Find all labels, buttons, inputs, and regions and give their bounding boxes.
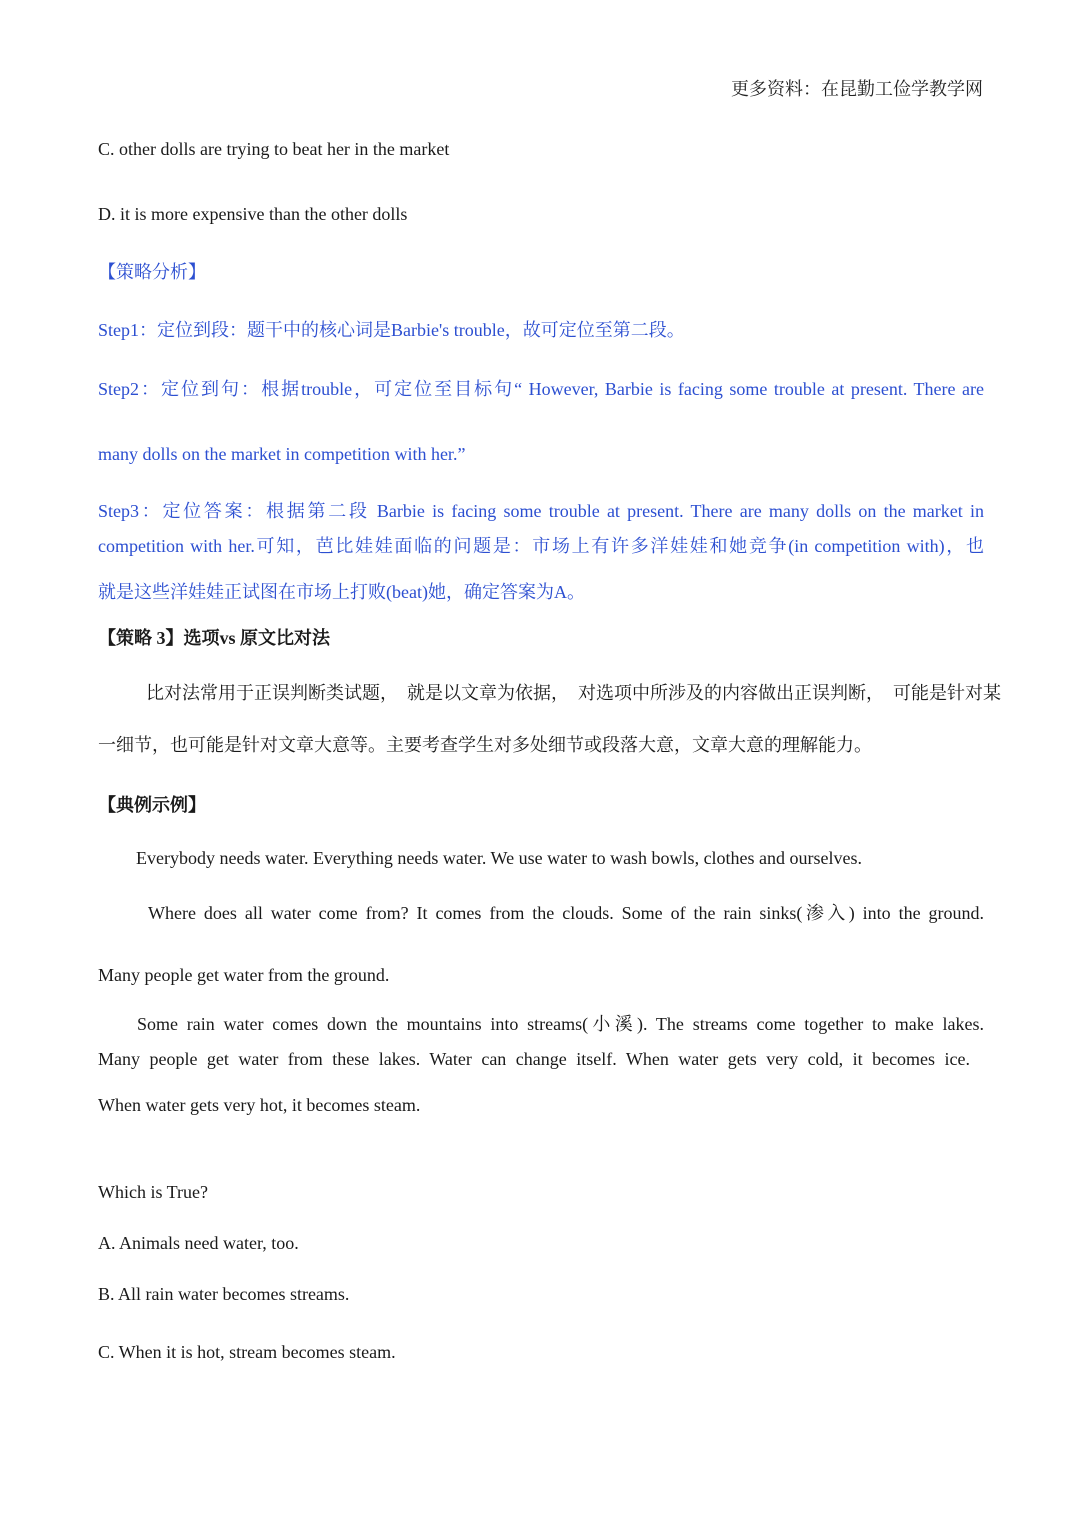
step3-line1: Step3：定位答案：根据第二段 Barbie is facing some trouble at present. There are many dolls on the market in [98, 501, 984, 521]
strategy3-desc-line1: 比对法常用于正误判断类试题， 就是以文章为依据， 对选项中所涉及的内容做出正误判断， 可能是针对某 [146, 683, 1001, 703]
prev-option-d: D. it is more expensive than the other dolls [98, 204, 408, 224]
page-header: 更多资料：在昆勤工俭学教学网 [731, 79, 983, 99]
prev-option-c: C. other dolls are trying to beat her in the market [98, 139, 450, 159]
strategy3-desc-line2: 一细节，也可能是针对文章大意等。主要考查学生对多处细节或段落大意，文章大意的理解能力。 [98, 735, 872, 755]
example-p3-line2: Many people get water from these lakes. Water can change itself. When water gets very cold, it becomes ice. [98, 1049, 970, 1069]
question-stem: Which is True? [98, 1182, 208, 1202]
strategy-analysis-title: 【策略分析】 [98, 262, 206, 282]
example-p3-line1: Some rain water comes down the mountains into streams(小溪). The streams come together to make lakes. [137, 1014, 984, 1034]
example-title: 【典例示例】 [98, 795, 206, 815]
step2-line2: many dolls on the market in competition with her.” [98, 444, 466, 464]
question-option-c: C. When it is hot, stream becomes steam. [98, 1342, 396, 1362]
example-p2-line1: Where does all water come from? It comes from the clouds. Some of the rain sinks(渗入) into the ground. [148, 903, 984, 923]
example-p2-line2: Many people get water from the ground. [98, 965, 390, 985]
question-option-b: B. All rain water becomes streams. [98, 1284, 350, 1304]
question-option-a: A. Animals need water, too. [98, 1233, 299, 1253]
example-p1: Everybody needs water. Everything needs water. We use water to wash bowls, clothes and ourselves. [136, 848, 863, 868]
example-p3-line3: When water gets very hot, it becomes steam. [98, 1095, 421, 1115]
step3-line2: competition with her.可知，芭比娃娃面临的问题是：市场上有许多洋娃娃和她竞争(in competition with)，也 [98, 536, 984, 556]
step1-text: Step1：定位到段：题干中的核心词是Barbie's trouble，故可定位至第二段。 [98, 320, 685, 340]
strategy3-title: 【策略 3】选项vs 原文比对法 [98, 628, 331, 648]
step2-line1: Step2：定位到句：根据trouble，可定位至目标句“ However, Barbie is facing some trouble at present. There are [98, 379, 984, 399]
step3-line3: 就是这些洋娃娃正试图在市场上打败(beat)她，确定答案为A。 [98, 582, 585, 602]
